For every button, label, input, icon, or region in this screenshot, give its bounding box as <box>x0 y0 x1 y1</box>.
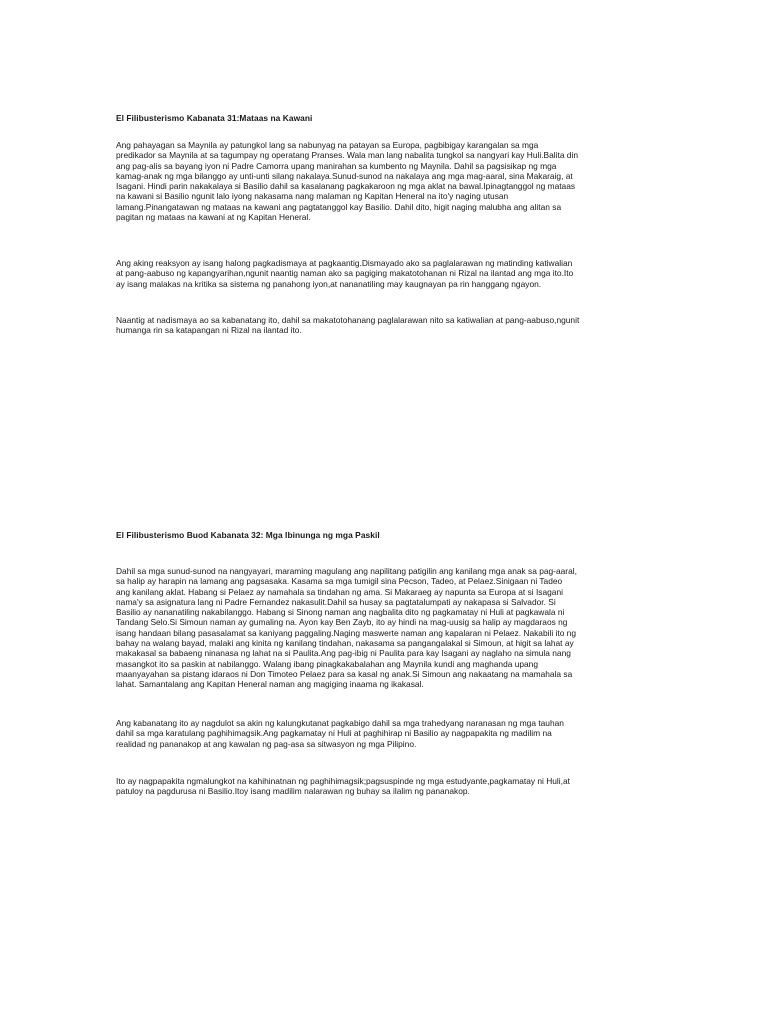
text-line: ang pag-alis sa bayang iyon ni Padre Camorra upang manirahan sa kumbento ng Maynila. Dahil sa pagsisikap ng mga <box>116 160 557 171</box>
text-line: dahil sa mga karatulang paghihimagsik.Ang pagkamatay ni Huli at paghihirap ni Basilio ay nagpapakita ng madilim na <box>116 728 552 739</box>
text-line: isang handaan bilang pasasalamat sa kaniyang paggaling.Naging maswerte naman ang kapalaran ni Pelaez. Nakabili ito ng <box>116 627 576 638</box>
text-line: Isagani. Hindi parin nakakalaya si Basilio dahil sa kasalanang pagkakaroon ng mga aklat na bawal.Ipinagtanggol ng mataas <box>116 181 576 192</box>
chapter-32-summary <box>116 566 656 690</box>
text-line: lahat. Samantalang ang Kapitan Heneral naman ang magiging inaama ng ikakasal. <box>116 679 424 690</box>
text-line: Ang kabanatang ito ay nagdulot sa akin ng kalungkutanat pagkabigo dahil sa mga trahedyang naranasan ng mga tauhan <box>116 718 564 728</box>
text-line: sa halip ay harapin na lamang ang pagsasaka. Kasama sa mga tumigil sina Pecson, Tadeo, at Pelaez.Sinigaan ni Tadeo <box>116 576 563 587</box>
text-line: humanga rin sa katapangan ni Rizal na ilantad ito. <box>116 325 302 336</box>
chapter-31-title: El Filibusterismo Kabanata 31:Mataas na Kawani <box>116 113 313 123</box>
chapter-32-conclusion <box>116 776 656 797</box>
text-line: maanyayahan sa pistang idaraos ni Don Timoteo Pelaez para sa kasal ng anak.Si Simoun ang nakaatang na mamahala sa <box>116 668 573 679</box>
text-line: at pang-aabuso ng kapangyarihan,ngunit naantig naman ako sa pagiging makatotohanan ni Rizal na ilantad ang mga ito.Ito <box>116 268 574 279</box>
text-line: lamang.Pinangatawan ng mataas na kawani ang pagtatanggol kay Basilio. Dahil dito, higit naging malubha ang alitan sa <box>116 201 562 212</box>
chapter-31-summary <box>116 140 656 222</box>
chapter-32-title: El Filibusterismo Buod Kabanata 32: Mga Ibinunga ng mga Paskil <box>116 530 380 540</box>
chapter-31-reaction <box>116 258 656 289</box>
text-line: kamag-anak ng mga bilanggo ay unti-unti silang nakalaya.Sunud-sunod na nakalaya ang mga mag-aaral, sina Makaraig, at <box>116 170 573 181</box>
chapter-32-reaction <box>116 718 656 749</box>
text-line: pagitan ng mataas na kawani at ng Kapitan Heneral. <box>116 212 311 223</box>
text-line: patuloy na pagdurusa ni Basilio.Itoy isang madilim nalarawan ng buhay sa ilalim ng pananakop. <box>116 786 470 797</box>
text-line: bahay na walang bayad, malaki ang kinita ng kanilang tindahan, nakasama sa pangangalakal si Simoun, at higit sa lahat ay <box>116 638 574 649</box>
text-line: Ang pahayagan sa Maynila ay patungkol lang sa nabunyag na patayan sa Europa, pagbibigay karangalan sa mga <box>116 140 539 150</box>
text-line: predikador sa Maynila at sa tagumpay ng operatang Pranses. Wala man lang nabalita tungkol sa nangyari kay Huli.Balita din <box>116 150 578 161</box>
text-line: Basilio ay nananatiling nakabilanggo. Habang si Sinong naman ang nagbalita dito ng pagkamatay ni Huli at pagkawala ni <box>116 607 565 618</box>
text-line: Tandang Selo.Si Simoun naman ay gumaling na. Ayon kay Ben Zayb, ito ay hindi na mag-uusig sa halip ay magdaraos ng <box>116 617 568 628</box>
text-line: na kawani si Basilio ngunit lalo iyong nakasama nang malaman ng Kapitan Heneral na ito'y naging utusan <box>116 191 509 202</box>
text-line: Ito ay nagpapakita ngmalungkot na kahihinatnan ng paghihimagsik;pagsuspinde ng mga estudyante,pagkamatay ni Huli,at <box>116 776 570 786</box>
text-line: masangkot ito sa paskin at nabilanggo. Walang ibang pinagkakabalahan ang Maynila kundi ang maghanda upang <box>116 658 539 669</box>
text-line: nama'y sa asignatura lang ni Padre Fernandez nakasulit.Dahil sa husay sa pagtatalumpati ay nakapasa si Salvador. Si <box>116 596 556 607</box>
text-line: ay isang malakas na kritika sa sistema ng panahong iyon,at nananatiling may kaugnayan pa rin hanggang ngayon. <box>116 278 542 289</box>
text-line: makakasal sa babaeng ninanasa ng lahat na si Paulita.Ang pag-ibig ni Paulita para kay Isagani ay naglaho na simula nang <box>116 648 571 659</box>
text-line: ang kanilang aklat. Habang si Pelaez ay namahala sa tindahan ng ama. Si Makaraeg ay napunta sa Europa at si Isagani <box>116 586 563 597</box>
chapter-31-conclusion <box>116 315 656 336</box>
text-line: Ang aking reaksyon ay isang halong pagkadismaya at pagkaantig.Dismayado ako sa paglalarawan ng matinding katiwalian <box>116 258 573 268</box>
text-line: realidad ng pananakop at ang kawalan ng pag-asa sa sitwasyon ng mga Pilipino. <box>116 738 417 749</box>
text-line: Dahil sa mga sunud-sunod na nangyayari, maraming magulang ang napilitang patigilin ang kanilang mga anak sa pag-aaral, <box>116 566 577 576</box>
text-line: Naantig at nadismaya ao sa kabanatang ito, dahil sa makatotohanang paglalarawan nito sa katiwalian at pang-aabuso,ngunit <box>116 315 580 325</box>
